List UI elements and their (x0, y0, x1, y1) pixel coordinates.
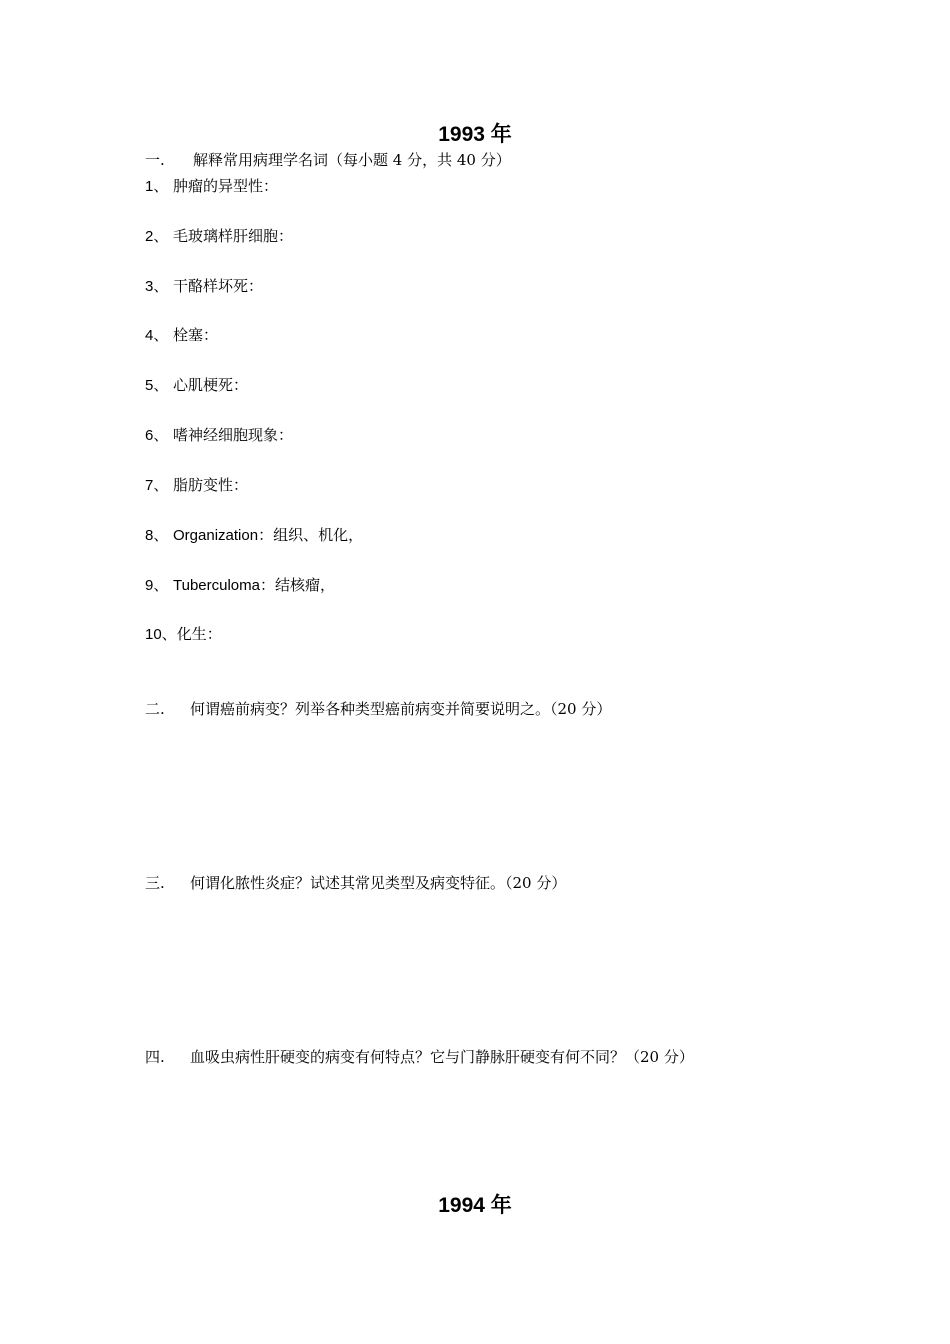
term-text: 肿瘤的异型性： (173, 177, 279, 195)
term-text: ：结核瘤， (259, 576, 335, 594)
term-number: 4、 (145, 327, 169, 344)
section-3-question (145, 873, 566, 893)
term-item-8 (145, 525, 363, 546)
term-item-2 (145, 226, 293, 247)
term-number: 7、 (145, 477, 169, 494)
term-text: ：组织、机化， (258, 526, 364, 544)
section-1-heading (145, 150, 511, 170)
section-4-question (145, 1047, 694, 1067)
section-4-text: 血吸虫病性肝硬变的病变有何特点？它与门静脉肝硬变有何不同？（20 分） (190, 1048, 694, 1066)
term-number: 9、 (145, 577, 169, 594)
term-item-5 (145, 375, 248, 396)
section-2-question (145, 699, 611, 719)
term-number: 3、 (145, 278, 169, 295)
term-text: 干酪样坏死： (173, 277, 264, 295)
term-item-6 (145, 425, 293, 446)
section-2-text: 何谓癌前病变？列举各种类型癌前病变并简要说明之。（20 分） (190, 700, 612, 718)
year-heading-1993: 1993 年 (438, 123, 512, 146)
term-text: 嗜神经细胞现象： (173, 426, 294, 444)
term-number: 2、 (145, 228, 169, 245)
section-1-text: 解释常用病理学名词（每小题 4 分，共 40 分） (193, 151, 511, 169)
section-3-text: 何谓化脓性炎症？试述其常见类型及病变特征。（20 分） (190, 874, 567, 892)
term-text: 栓塞： (173, 326, 219, 344)
term-text: 化生： (176, 625, 222, 643)
year-heading-1994: 1994 年 (438, 1194, 512, 1217)
term-item-7 (145, 475, 248, 496)
term-text: 毛玻璃样肝细胞： (173, 227, 294, 245)
term-number: 5、 (145, 377, 169, 394)
term-number: 1、 (145, 178, 169, 195)
section-1-number: 一. (145, 151, 165, 169)
section-3-number: 三. (145, 874, 165, 892)
term-latin: Tuberculoma (173, 577, 260, 594)
section-4-number: 四. (145, 1048, 165, 1066)
term-number: 8、 (145, 527, 169, 544)
term-item-10 (145, 624, 222, 645)
term-text: 脂肪变性： (173, 476, 249, 494)
term-latin: Organization (173, 527, 259, 544)
term-number: 10、 (145, 626, 177, 643)
term-item-1 (145, 176, 278, 197)
term-number: 6、 (145, 427, 169, 444)
term-item-9 (145, 575, 335, 596)
term-text: 心肌梗死： (173, 376, 249, 394)
section-2-number: 二. (145, 700, 165, 718)
term-item-4 (145, 325, 218, 346)
term-item-3 (145, 276, 263, 297)
